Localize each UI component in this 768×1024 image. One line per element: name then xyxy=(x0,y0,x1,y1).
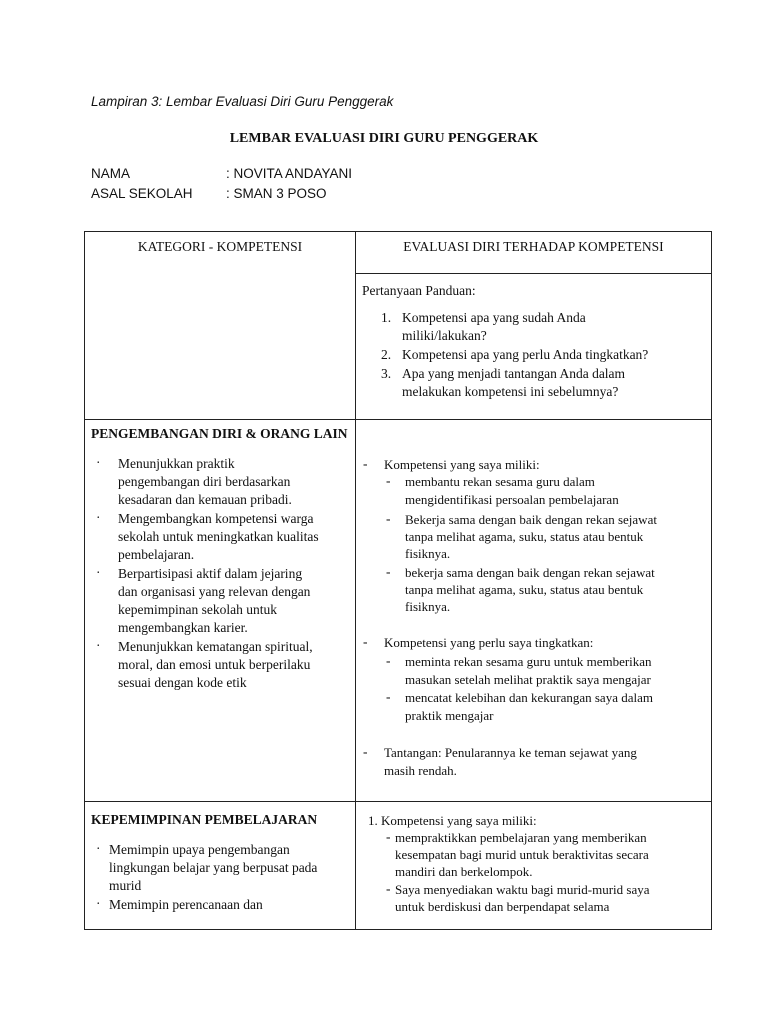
dash-marker: - xyxy=(363,744,368,759)
table-border-bottom xyxy=(84,929,712,930)
improve-line: meminta rekan sesama guru untuk memberikan xyxy=(405,654,652,669)
bullet-marker: · xyxy=(96,455,101,470)
competency-line: sekolah untuk meningkatkan kualitas xyxy=(118,529,319,544)
competency-line: pembelajaran. xyxy=(118,547,195,562)
owned-line: Saya menyediakan waktu bagi murid-murid saya xyxy=(395,882,650,897)
dash-marker: - xyxy=(363,456,368,471)
dash-marker: - xyxy=(386,881,391,896)
guide-number: 3. xyxy=(381,366,392,381)
bullet-marker: · xyxy=(96,510,101,525)
improve-line: praktik mengajar xyxy=(405,708,494,723)
owned-line: mempraktikkan pembelajaran yang memberikan xyxy=(395,830,647,845)
improve-line: masukan setelah melihat praktik saya mengajar xyxy=(405,672,651,687)
owned-line: Bekerja sama dengan baik dengan rekan sejawat xyxy=(405,512,657,527)
section2-title: KEPEMIMPINAN PEMBELAJARAN xyxy=(91,812,318,827)
owned-line: mengidentifikasi persoalan pembelajaran xyxy=(405,492,619,507)
school-label: ASAL SEKOLAH xyxy=(91,186,193,201)
table-border-right xyxy=(711,231,712,930)
bullet-marker: · xyxy=(96,565,101,580)
dash-marker: - xyxy=(386,473,391,488)
competency-line: moral, dan emosi untuk berperilaku xyxy=(118,657,311,672)
document-title: LEMBAR EVALUASI DIRI GURU PENGGERAK xyxy=(229,131,539,146)
guide-question-line: Apa yang menjadi tantangan Anda dalam xyxy=(402,366,626,381)
guide-question-line: melakukan kompetensi ini sebelumnya? xyxy=(402,384,619,399)
bullet-marker: · xyxy=(96,841,101,856)
improve-line: mencatat kelebihan dan kekurangan saya dalam xyxy=(405,690,653,705)
table-divider-section1 xyxy=(84,419,712,420)
owned-line: tanpa melihat agama, suku, status atau bentuk xyxy=(405,529,644,544)
table-divider-guide xyxy=(355,273,712,274)
competency-line: murid xyxy=(109,878,142,893)
guide-question-line: Kompetensi apa yang perlu Anda tingkatkan? xyxy=(402,347,649,362)
competency-line: kesadaran dan kemauan pribadi. xyxy=(118,492,292,507)
document-caption: Lampiran 3: Lembar Evaluasi Diri Guru Penggerak xyxy=(91,94,394,109)
guide-question-line: Kompetensi apa yang sudah Anda xyxy=(402,310,586,325)
competency-line: lingkungan belajar yang berpusat pada xyxy=(109,860,318,875)
competency-line: kepemimpinan sekolah untuk xyxy=(118,602,277,617)
competency-line: Memimpin upaya pengembangan xyxy=(109,842,290,857)
school-value: : SMAN 3 POSO xyxy=(226,186,327,201)
owned-title: 1. Kompetensi yang saya miliki: xyxy=(368,813,537,828)
dash-marker: - xyxy=(363,634,368,649)
guide-question-line: miliki/lakukan? xyxy=(402,328,487,343)
owned-line: membantu rekan sesama guru dalam xyxy=(405,474,595,489)
competency-line: sesuai dengan kode etik xyxy=(118,675,247,690)
guide-title: Pertanyaan Panduan: xyxy=(362,283,476,298)
owned-line: tanpa melihat agama, suku, status atau bentuk xyxy=(405,582,644,597)
guide-number: 1. xyxy=(381,310,392,325)
table-border-top xyxy=(84,231,712,232)
header-evaluasi: EVALUASI DIRI TERHADAP KOMPETENSI xyxy=(403,239,664,254)
bullet-marker: · xyxy=(96,896,101,911)
challenge-line: masih rendah. xyxy=(384,763,457,778)
challenge-line: Tantangan: Penularannya ke teman sejawat yang xyxy=(384,745,637,760)
owned-line: bekerja sama dengan baik dengan rekan sejawat xyxy=(405,565,655,580)
owned-line: fisiknya. xyxy=(405,546,451,561)
competency-line: pengembangan diri berdasarkan xyxy=(118,474,291,489)
dash-marker: - xyxy=(386,564,391,579)
competency-line: dan organisasi yang relevan dengan xyxy=(118,584,311,599)
competency-line: Menunjukkan praktik xyxy=(118,456,235,471)
dash-marker: - xyxy=(386,689,391,704)
header-kategori: KATEGORI - KOMPETENSI xyxy=(137,239,303,254)
dash-marker: - xyxy=(386,829,391,844)
owned-line: fisiknya. xyxy=(405,599,451,614)
name-value: : NOVITA ANDAYANI xyxy=(226,166,353,181)
table-divider-section2 xyxy=(84,801,712,802)
table-border-left xyxy=(84,231,85,930)
name-label: NAMA xyxy=(91,166,131,181)
improve-title: Kompetensi yang perlu saya tingkatkan: xyxy=(384,635,594,650)
competency-line: mengembangkan karier. xyxy=(118,620,248,635)
dash-marker: - xyxy=(386,511,391,526)
table-column-divider xyxy=(355,231,356,930)
competency-line: Mengembangkan kompetensi warga xyxy=(118,511,314,526)
competency-line: Memimpin perencanaan dan xyxy=(109,897,263,912)
competency-line: Menunjukkan kematangan spiritual, xyxy=(118,639,313,654)
owned-line: mandiri dan berkelompok. xyxy=(395,864,533,879)
dash-marker: - xyxy=(386,653,391,668)
owned-line: untuk berdiskusi dan berpendapat selama xyxy=(395,899,610,914)
guide-number: 2. xyxy=(381,347,392,362)
owned-line: kesempatan bagi murid untuk beraktivitas secara xyxy=(395,847,649,862)
competency-line: Berpartisipasi aktif dalam jejaring xyxy=(118,566,303,581)
bullet-marker: · xyxy=(96,638,101,653)
owned-title: Kompetensi yang saya miliki: xyxy=(384,457,540,472)
section1-title: PENGEMBANGAN DIRI & ORANG LAIN xyxy=(91,426,348,441)
